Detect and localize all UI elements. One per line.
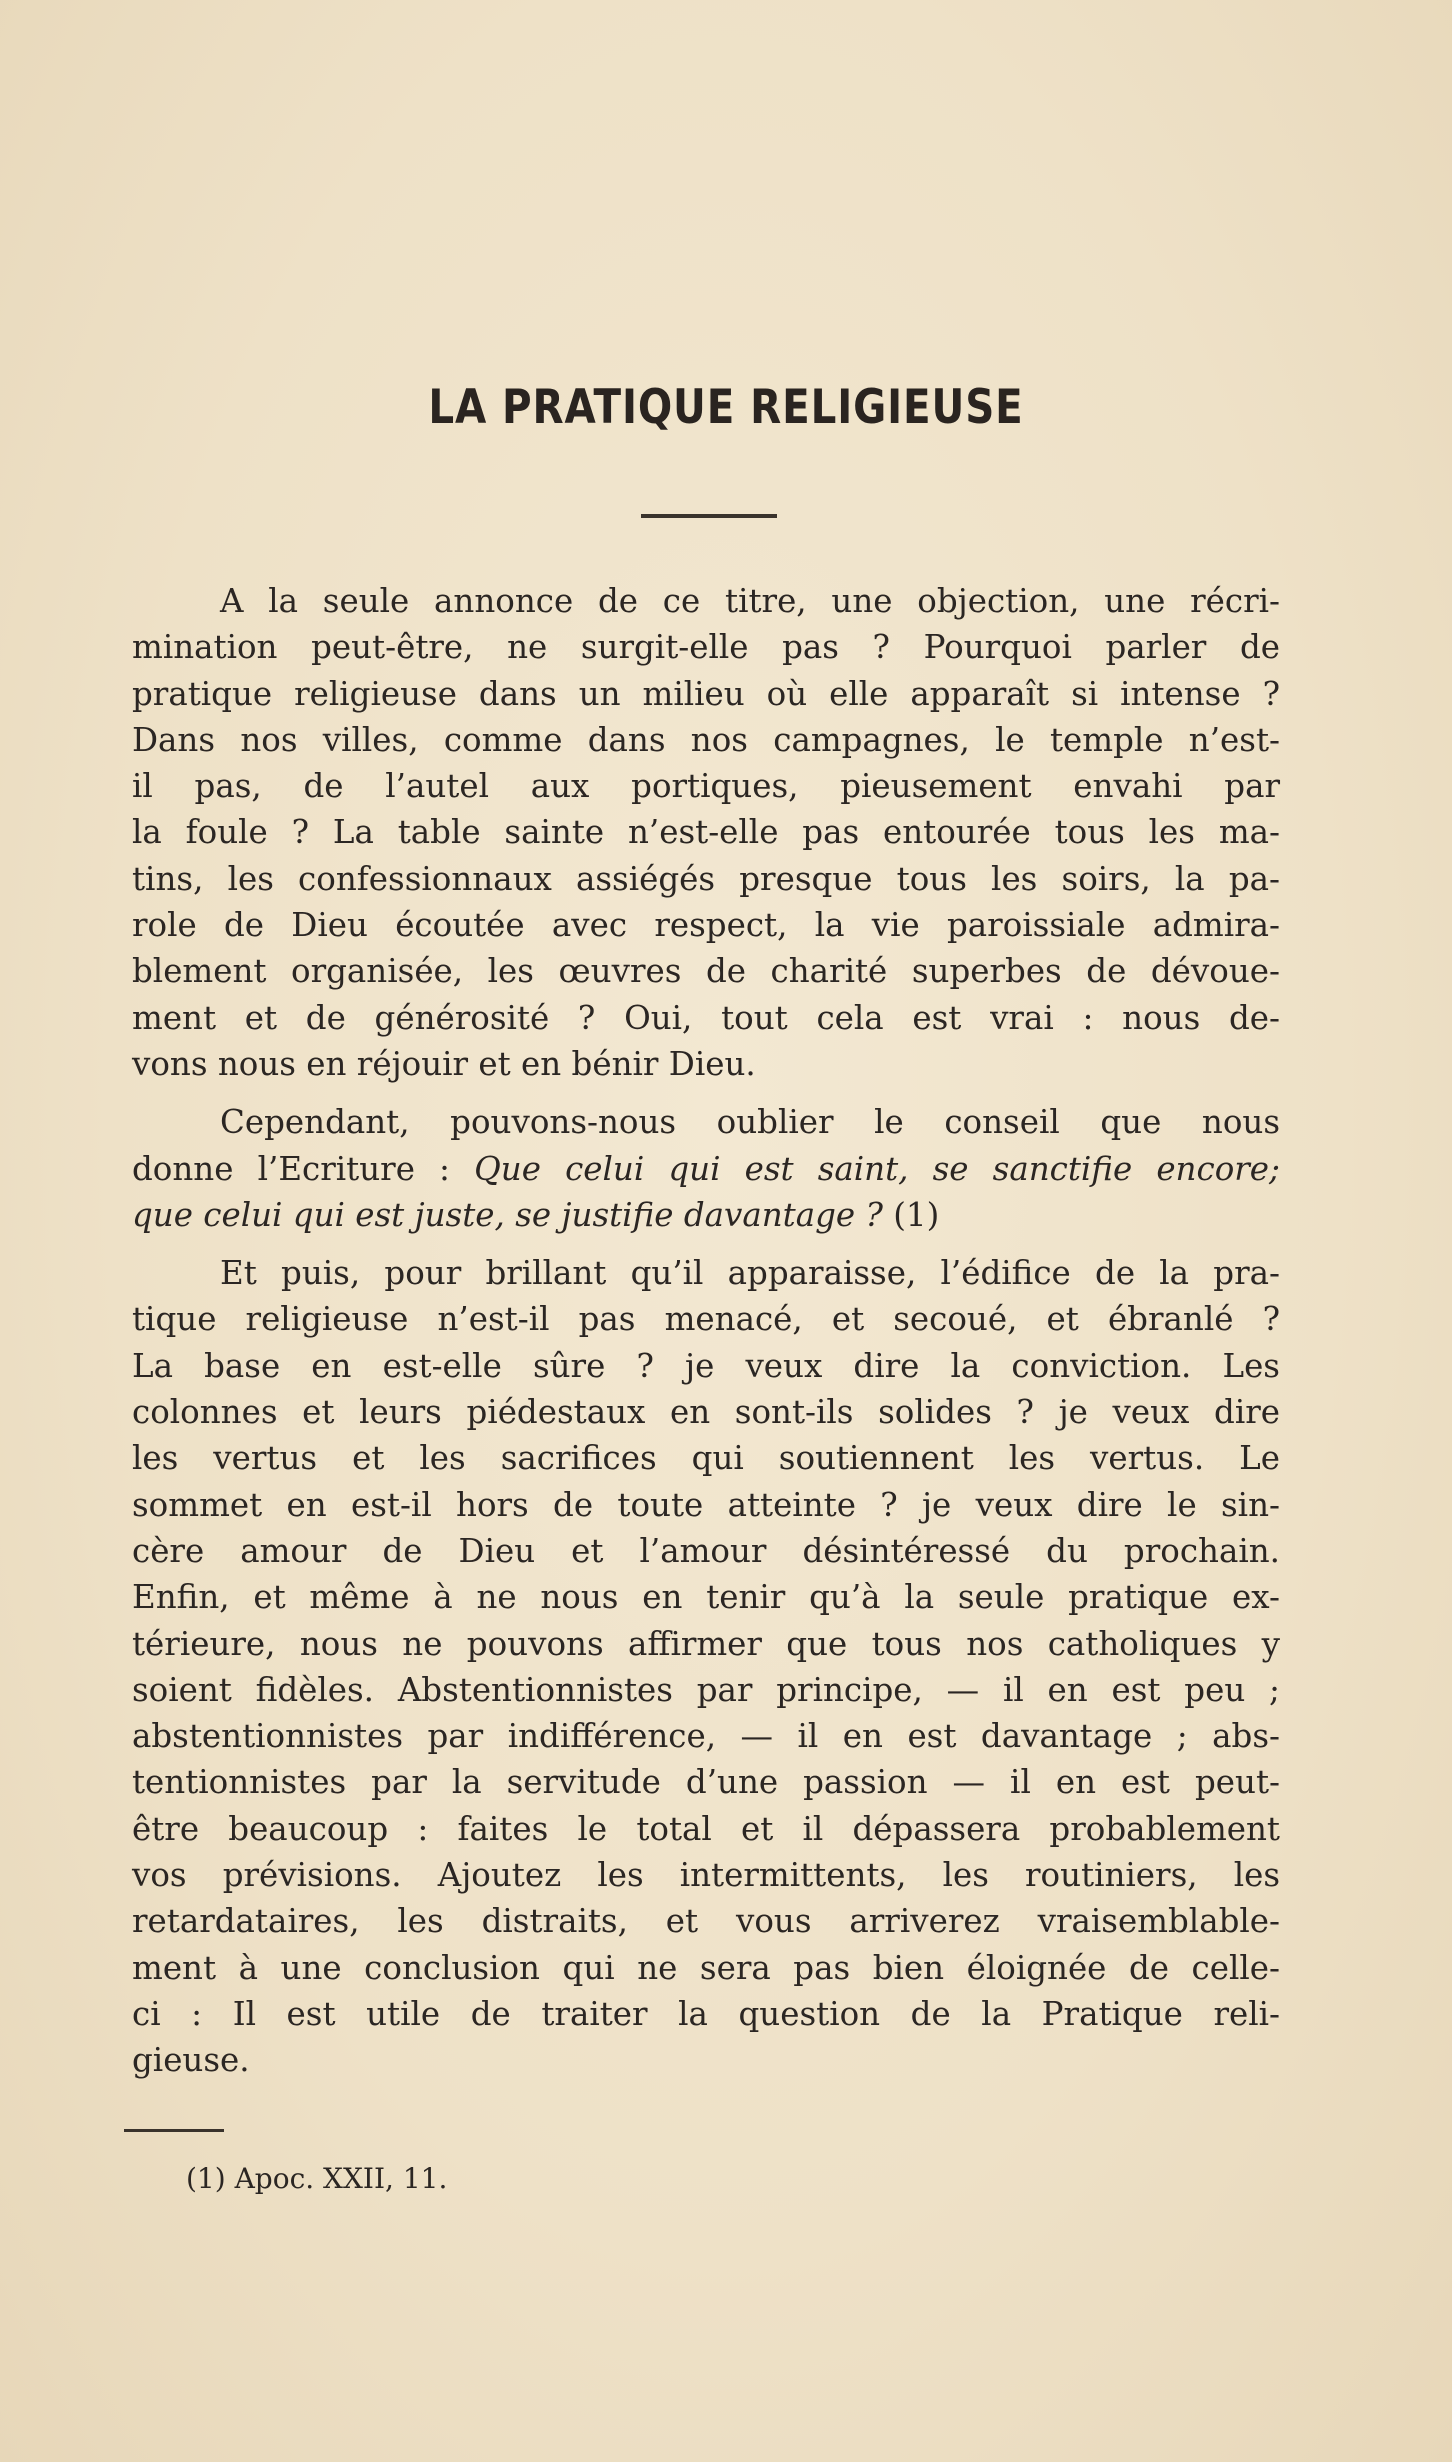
text-line: [132, 1192, 1280, 1238]
text-line: vons nous en réjouir et en bénir Dieu.: [132, 1044, 756, 1083]
text-line: tique religieuse n’est-il pas menacé, et secoué, et ébranlé ?: [132, 1300, 1280, 1339]
text-line: Enfin, et même à ne nous en tenir qu’à la seule pratique ex-: [132, 1578, 1280, 1617]
text-line: A la seule annonce de ce titre, une objection, une récri-: [220, 582, 1280, 620]
text-line: pratique religieuse dans un milieu où elle apparaît si intense ?: [132, 674, 1280, 713]
paragraph-1: [132, 578, 1280, 1087]
text-line: vos prévisions. Ajoutez les intermittents, les routiniers, les: [132, 1856, 1280, 1895]
text-line: Et puis, pour brillant qu’il apparaisse, l’édifice de la pra-: [220, 1254, 1280, 1293]
scripture-quote: Que celui qui est saint, se sanctifie encore;: [474, 1149, 1280, 1188]
text-line: gieuse.: [132, 2041, 250, 2080]
body-text: [132, 578, 1280, 2096]
paragraph-3: [132, 1250, 1280, 2083]
text-line: La base en est-elle sûre ? je veux dire la conviction. Les: [132, 1346, 1280, 1385]
text-line: être beaucoup : faites le total et il dépassera probablement: [132, 1809, 1280, 1848]
text-line: role de Dieu écoutée avec respect, la vie paroissiale admira-: [132, 906, 1280, 945]
text-line: tentionnistes par la servitude d’une passion — il en est peut-: [132, 1763, 1280, 1802]
text-line: mination peut-être, ne surgit-elle pas ? Pourquoi parler de: [132, 628, 1280, 667]
text-line: [132, 1146, 1280, 1192]
text-line: retardataires, les distraits, et vous arriverez vraisemblable-: [132, 1902, 1280, 1941]
chapter-title: LA PRATIQUE RELIGIEUSE: [428, 380, 1024, 435]
footnote-ref: (1): [882, 1195, 940, 1234]
text-line: les vertus et les sacrifices qui soutiennent les vertus. Le: [132, 1439, 1280, 1478]
footnote-divider: [124, 2129, 224, 2132]
text-line: blement organisée, les œuvres de charité superbes de dévoue-: [132, 952, 1280, 991]
text-line: térieure, nous ne pouvons affirmer que tous nos catholiques y: [132, 1624, 1280, 1663]
text-line: Dans nos villes, comme dans nos campagnes, le temple n’est-: [132, 720, 1280, 759]
text-line: cère amour de Dieu et l’amour désintéressé du prochain.: [132, 1531, 1280, 1570]
footnote: (1) Apoc. XXII, 11.: [186, 2162, 448, 2195]
text-line: la foule ? La table sainte n’est-elle pas entourée tous les ma-: [132, 813, 1280, 852]
text-line: il pas, de l’autel aux portiques, pieusement envahi par: [132, 767, 1280, 806]
scripture-quote: que celui qui est juste, se justifie davantage ?: [132, 1195, 883, 1234]
text-line: ment et de générosité ? Oui, tout cela est vrai : nous de-: [132, 998, 1280, 1037]
paragraph-2: [132, 1099, 1280, 1238]
text-line: soient fidèles. Abstentionnistes par principe, — il en est peu ;: [132, 1670, 1280, 1709]
text-line: tins, les confessionnaux assiégés presque tous les soirs, la pa-: [132, 859, 1280, 898]
text-line: ment à une conclusion qui ne sera pas bien éloignée de celle-: [132, 1948, 1280, 1987]
text-line: ci : Il est utile de traiter la question de la Pratique reli-: [132, 1994, 1280, 2033]
text-line: Cependant, pouvons-nous oublier le conseil que nous: [220, 1103, 1280, 1142]
text-line: abstentionnistes par indifférence, — il en est davantage ; abs-: [132, 1717, 1280, 1756]
text-line: sommet en est-il hors de toute atteinte ? je veux dire le sin-: [132, 1485, 1280, 1524]
text-line: colonnes et leurs piédestaux en sont-ils solides ? je veux dire: [132, 1393, 1280, 1432]
title-divider: [641, 514, 777, 518]
text-plain: donne l’Ecriture :: [132, 1149, 475, 1188]
